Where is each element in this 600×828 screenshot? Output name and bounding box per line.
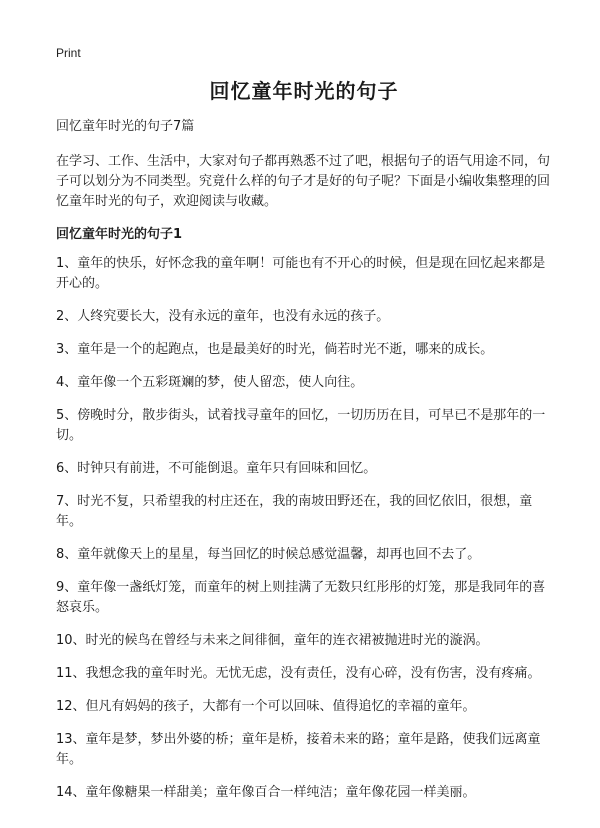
sentence-list — [56, 254, 552, 803]
sentence-item: 8、童年就像天上的星星，每当回忆的时候总感觉温馨，却再也回不去了。 — [56, 547, 481, 562]
sentence-item: 5、傍晚时分，散步街头，试着找寻童年的回忆，一切历历在目，可早已不是那年的一切。 — [56, 408, 546, 443]
sentence-item: 7、时光不复，只希望我的村庄还在，我的南坡田野还在，我的回忆依旧，很想，童年。 — [56, 494, 533, 529]
sentence-item: 12、但凡有妈妈的孩子，大都有一个可以回味、值得追忆的幸福的童年。 — [56, 699, 476, 714]
sentence-item: 10、时光的候鸟在曾经与未来之间徘徊，童年的连衣裙被抛进时光的漩涡。 — [56, 633, 489, 648]
print-link[interactable]: Print — [56, 46, 81, 60]
sentence-item: 4、童年像一个五彩斑斓的梦，使人留恋，使人向往。 — [56, 375, 364, 390]
page-title: 回忆童年时光的句子 — [209, 79, 399, 103]
sentence-item: 1、童年的快乐，好怀念我的童年啊！可能也有不开心的时候，但是现在回忆起来都是开心的。 — [56, 256, 546, 291]
sentence-item: 3、童年是一个的起跑点，也是最美好的时光，倘若时光不逝，哪来的成长。 — [56, 342, 494, 357]
sentence-item: 13、童年是梦，梦出外婆的桥；童年是桥，接着未来的路；童年是路，使我们远离童年。 — [56, 732, 541, 767]
sentence-item: 14、童年像糖果一样甜美；童年像百合一样纯洁；童年像花园一样美丽。 — [56, 785, 476, 800]
article-subtitle: 回忆童年时光的句子7篇 — [56, 119, 195, 134]
sentence-item: 9、童年像一盏纸灯笼，而童年的树上则挂满了无数只红彤彤的灯笼，那是我同年的喜怒哀乐。 — [56, 580, 546, 615]
sentence-item: 11、我想念我的童年时光。无忧无虑，没有责任，没有心碎，没有伤害，没有疼痛。 — [56, 666, 541, 681]
intro-paragraph: 在学习、工作、生活中，大家对句子都再熟悉不过了吧，根据句子的语气用途不同，句子可以划分为不同类型。究竟什么样的句子才是好的句子呢？下面是小编收集整理的回忆童年时光的句子，欢迎阅读与收藏。 — [56, 154, 551, 209]
section-heading: 回忆童年时光的句子1 — [56, 227, 183, 242]
sentence-item: 6、时钟只有前进，不可能倒退。童年只有回味和回忆。 — [56, 461, 377, 476]
sentence-item: 2、人终究要长大，没有永远的童年，也没有永远的孩子。 — [56, 309, 390, 324]
